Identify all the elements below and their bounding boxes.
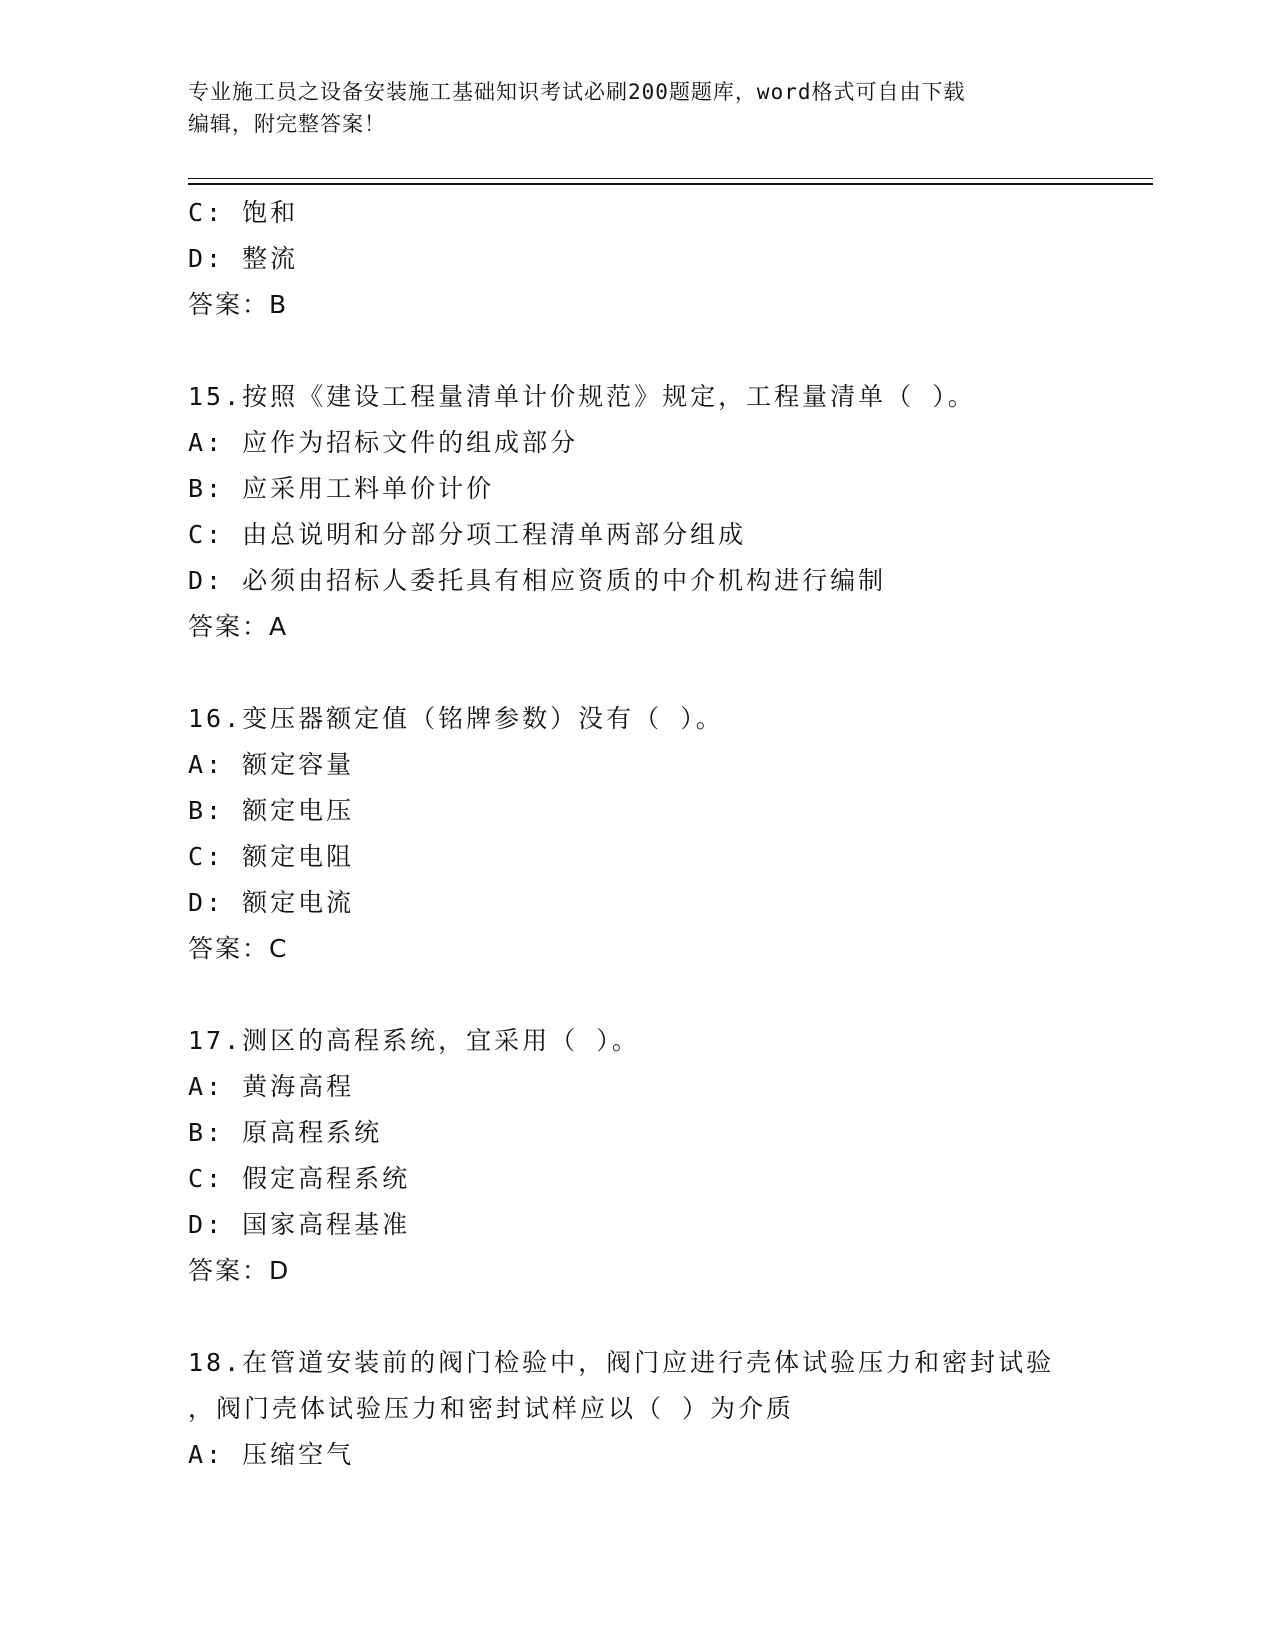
question-stem: 16.变压器额定值（铭牌参数）没有（ ）。 [188, 704, 724, 733]
question-block-16 [188, 696, 1153, 972]
spacer [188, 972, 1153, 1018]
option-b: B: 额定电压 [188, 796, 355, 825]
option-b: B: 应采用工料单价计价 [188, 474, 495, 503]
option-c: C: 假定高程系统 [188, 1164, 411, 1193]
option-d: D: 必须由招标人委托具有相应资质的中介机构进行编制 [188, 566, 887, 595]
document-header [188, 76, 1078, 140]
option-a: A: 压缩空气 [188, 1440, 355, 1469]
option-a: A: 应作为招标文件的组成部分 [188, 428, 579, 457]
option-a: A: 黄海高程 [188, 1072, 355, 1101]
option-c: C: 由总说明和分部分项工程清单两部分组成 [188, 520, 747, 549]
option-c: C: 额定电阻 [188, 842, 355, 871]
answer-line: 答案：A [188, 612, 289, 641]
answer-line: 答案：B [188, 290, 289, 319]
spacer [188, 1294, 1153, 1340]
option-a: A: 额定容量 [188, 750, 355, 779]
question-block-18 [188, 1340, 1153, 1478]
option-d: D: 额定电流 [188, 888, 355, 917]
header-divider-thick [188, 183, 1153, 185]
question-block-15 [188, 374, 1153, 650]
option-c: C: 饱和 [188, 198, 299, 227]
question-stem-line-2: ，阀门壳体试验压力和密封试样应以（ ）为介质 [188, 1394, 795, 1423]
option-d: D: 整流 [188, 244, 299, 273]
answer-line: 答案：D [188, 1256, 291, 1285]
spacer [188, 650, 1153, 696]
question-stem-line-1: 18.在管道安装前的阀门检验中，阀门应进行壳体试验压力和密封试验 [188, 1348, 1055, 1377]
option-d: D: 国家高程基准 [188, 1210, 411, 1239]
header-title-line-2: 编辑，附完整答案！ [188, 112, 386, 136]
question-stem: 17.测区的高程系统，宜采用（ ）。 [188, 1026, 640, 1055]
answer-line: 答案：C [188, 934, 289, 963]
spacer [188, 328, 1153, 374]
question-block-17 [188, 1018, 1153, 1294]
question-stem: 15.按照《建设工程量清单计价规范》规定，工程量清单（ ）。 [188, 382, 976, 411]
question-block-14 [188, 190, 1153, 328]
header-title-line-1: 专业施工员之设备安装施工基础知识考试必刷200题题库，word格式可自由下载 [188, 80, 966, 104]
question-list [188, 190, 1153, 1478]
header-divider-thin [188, 178, 1153, 179]
option-b: B: 原高程系统 [188, 1118, 383, 1147]
